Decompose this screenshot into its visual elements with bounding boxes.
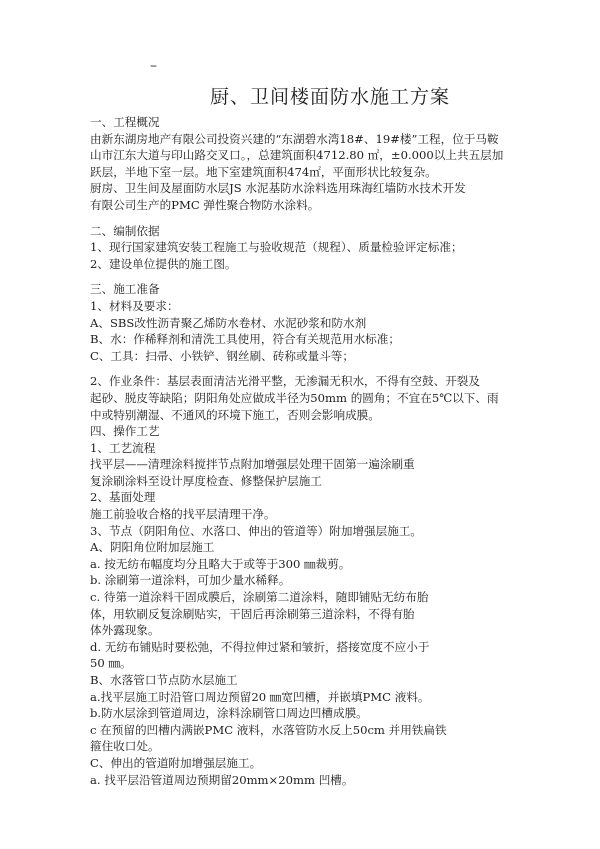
text-line: b.防水层涂到管道周边，涂料涂刷管口周边凹槽成膜。 <box>90 706 368 721</box>
text-line: A、SBS改性沥青聚乙烯防水卷材、水泥砂浆和防水剂 <box>90 315 367 330</box>
text-line: 1、现行国家建筑安装工程施工与验收规范（规程）、质量检验评定标准； <box>90 240 463 255</box>
text-line: 三、施工准备 <box>90 282 160 297</box>
text-line: 找平层——清理涂料搅拌节点附加增强层处理干固第一遍涂刷重 <box>90 457 415 472</box>
text-line: a.找平层施工时沿管口周边预留20 ㎜宽凹槽，并嵌填PMC 液料。 <box>90 689 430 704</box>
text-line: 跃层，半地下室一层。地下室建筑面积474㎡，平面形状比较复杂。 <box>90 164 437 179</box>
text-line: 1、材料及要求： <box>90 298 179 313</box>
text-line: 2、建设单位提供的施工图。 <box>90 256 237 271</box>
text-line: c 在预留的凹槽内满嵌PMC 液料，水落管防水反上50cm 并用铁扁铁 <box>90 722 447 737</box>
text-line: 中或特别潮湿、不通风的环境下施工，否则会影响成膜。 <box>90 407 380 422</box>
text-line: 厨房、卫生间及屋面防水层JS 水泥基防水涂料选用珠海红墙防水技术开发 <box>90 181 466 196</box>
text-line: C、伸出的管道附加增强层施工。 <box>90 755 262 770</box>
paragraph-gap <box>90 272 590 281</box>
text-line: 施工前验收合格的找平层清理干净。 <box>90 507 276 522</box>
text-line: C、工具：扫帚、小铁铲、钢丝刷、砖称或量斗等； <box>90 348 354 363</box>
text-line: d. 无纺布铺贴时要松弛，不得拉伸过紧和皱折，搭接宽度不应小于 <box>90 639 430 654</box>
text-line: b. 涂刷第一道涂料，可加少量水稀释。 <box>90 573 291 588</box>
paragraph-gap <box>90 364 590 373</box>
text-line: 箍住收口处。 <box>90 739 160 754</box>
header-dash: – <box>150 58 157 74</box>
text-line: c. 待第一道涂料干固成膜后，涂刷第二道涂料，随即铺贴无纺布胎 <box>90 590 429 605</box>
text-line: 3、节点（阴阳角位、水落口、伸出的管道等）附加增强层施工。 <box>90 523 423 538</box>
text-line: 体外露现象。 <box>90 623 160 638</box>
text-line: 1、工艺流程 <box>90 440 156 455</box>
text-line: 由新东湖房地产有限公司投资兴建的“东湖碧水湾18#、19#楼”工程，位于马鞍 <box>90 131 499 146</box>
text-line: B、水：作稀释剂和清洗工具使用，符合有关规范用水标准； <box>90 332 400 347</box>
text-line: 山市江东大道与印山路交叉口。，总建筑面积4712.80 ㎡，±0.000以上共五层加 <box>90 148 504 163</box>
text-line: 体，用软刷反复涂刷贴实，干固后再涂刷第三道涂料，不得有胎 <box>90 606 415 621</box>
text-line: B、水落管口节点防水层施工 <box>90 673 238 687</box>
text-line: 50 ㎜。 <box>90 656 132 671</box>
text-line: 2、作业条件：基层表面清洁光滑平整，无渗漏无积水，不得有空鼓、开裂及 <box>90 374 480 389</box>
text-line: 2、基面处理 <box>90 490 156 505</box>
paragraph-gap <box>90 214 590 223</box>
text-line: 四、操作工艺 <box>90 424 160 439</box>
text-line: 二、编制依据 <box>90 223 160 238</box>
text-line: a. 找平层沿管道周边预期留20mm×20mm 凹槽。 <box>90 772 354 787</box>
text-line: a. 按无纺布幅度均分且略大于或等于300 ㎜裁剪。 <box>90 556 351 571</box>
document-body <box>90 114 590 788</box>
text-line: 复涂刷涂料至设计厚度检查、修整保护层施工 <box>90 473 322 488</box>
document-title: 厨、卫间楼面防水施工方案 <box>209 86 450 108</box>
text-line: 有限公司生产的PMC 弹性聚合物防水涂料。 <box>90 197 320 212</box>
text-line: 起砂、脱皮等缺陷；阴阳角处应做成半径为50mm 的圆角；不宜在5℃以下、雨 <box>90 390 499 405</box>
text-line: A、阴阳角位附加层施工 <box>90 540 215 555</box>
text-line: 一、工程概况 <box>90 115 160 129</box>
